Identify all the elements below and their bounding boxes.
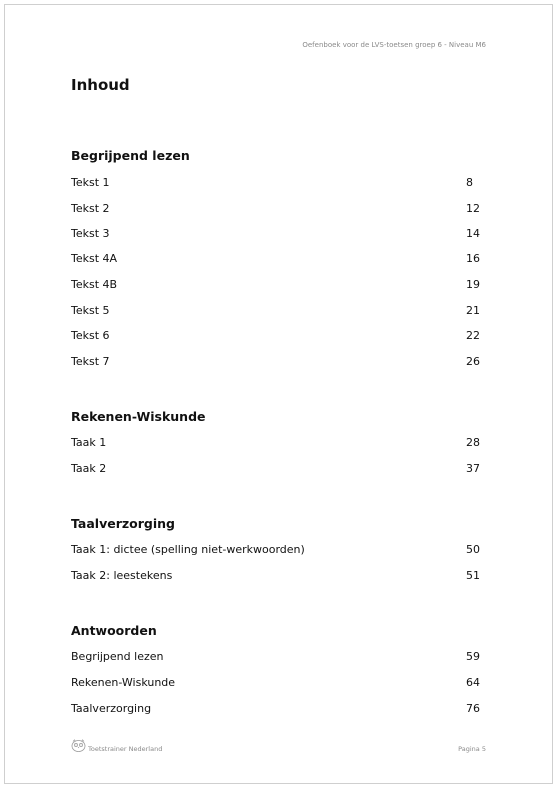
running-header: Oefenboek voor de LVS-toetsen groep 6 - Niveau M6 bbox=[302, 41, 486, 49]
toc-entry-page: 16 bbox=[466, 252, 480, 265]
toc-entry-page: 50 bbox=[466, 543, 480, 556]
toc-entry-page: 21 bbox=[466, 304, 480, 317]
section-heading-begrijpend-lezen: Begrijpend lezen bbox=[71, 148, 190, 163]
toc-entry-label: Begrijpend lezen bbox=[71, 650, 164, 663]
document-page bbox=[4, 4, 553, 784]
toc-entry[interactable] bbox=[71, 676, 483, 692]
toc-entry[interactable] bbox=[71, 202, 483, 218]
toc-entry-label: Taak 1: dictee (spelling niet-werkwoorden) bbox=[71, 543, 305, 556]
toc-entry-label: Tekst 1 bbox=[71, 176, 110, 189]
toc-entry[interactable] bbox=[71, 329, 483, 345]
toc-entry-label: Rekenen-Wiskunde bbox=[71, 676, 176, 689]
toc-entry-page: 8 bbox=[466, 176, 473, 189]
toc-entry-label: Tekst 5 bbox=[71, 304, 110, 317]
toc-entry-label: Taak 2 bbox=[71, 462, 107, 475]
toc-entry[interactable] bbox=[71, 227, 483, 243]
toc-entry[interactable] bbox=[71, 176, 483, 192]
toc-entry-page: 28 bbox=[466, 436, 480, 449]
toc-entry-label: Tekst 3 bbox=[71, 227, 110, 240]
toc-entry[interactable] bbox=[71, 278, 483, 294]
toc-entry[interactable] bbox=[71, 436, 483, 452]
toc-entry[interactable] bbox=[71, 462, 483, 478]
section-heading-antwoorden: Antwoorden bbox=[71, 623, 157, 638]
toc-entry-page: 51 bbox=[466, 569, 480, 582]
section-heading-taalverzorging: Taalverzorging bbox=[71, 516, 175, 531]
toc-entry-label: Taak 2: leestekens bbox=[71, 569, 173, 582]
toc-entry-page: 22 bbox=[466, 329, 480, 342]
toc-entry-label: Tekst 4B bbox=[71, 278, 118, 291]
toc-entry-page: 19 bbox=[466, 278, 480, 291]
toc-entry[interactable] bbox=[71, 702, 483, 718]
toc-entry-label: Tekst 6 bbox=[71, 329, 110, 342]
toc-entry-label: Taalverzorging bbox=[71, 702, 152, 715]
toc-entry-label: Tekst 7 bbox=[71, 355, 110, 368]
toc-entry[interactable] bbox=[71, 252, 483, 268]
toc-entry[interactable] bbox=[71, 543, 483, 559]
owl-logo-icon bbox=[71, 739, 86, 752]
toc-entry-page: 26 bbox=[466, 355, 480, 368]
toc-entry[interactable] bbox=[71, 304, 483, 320]
toc-entry[interactable] bbox=[71, 650, 483, 666]
toc-entry[interactable] bbox=[71, 569, 483, 585]
toc-entry-page: 59 bbox=[466, 650, 480, 663]
footer-publisher: Toetstrainer Nederland bbox=[88, 745, 163, 753]
toc-entry-page: 14 bbox=[466, 227, 480, 240]
page-title: Inhoud bbox=[71, 76, 130, 94]
toc-entry[interactable] bbox=[71, 355, 483, 371]
toc-entry-page: 64 bbox=[466, 676, 480, 689]
toc-entry-label: Taak 1 bbox=[71, 436, 107, 449]
toc-entry-page: 76 bbox=[466, 702, 480, 715]
section-heading-rekenen-wiskunde: Rekenen-Wiskunde bbox=[71, 409, 206, 424]
toc-entry-page: 12 bbox=[466, 202, 480, 215]
footer-page-number: Pagina 5 bbox=[458, 745, 486, 753]
toc-entry-page: 37 bbox=[466, 462, 480, 475]
toc-entry-label: Tekst 2 bbox=[71, 202, 110, 215]
toc-entry-label: Tekst 4A bbox=[71, 252, 118, 265]
